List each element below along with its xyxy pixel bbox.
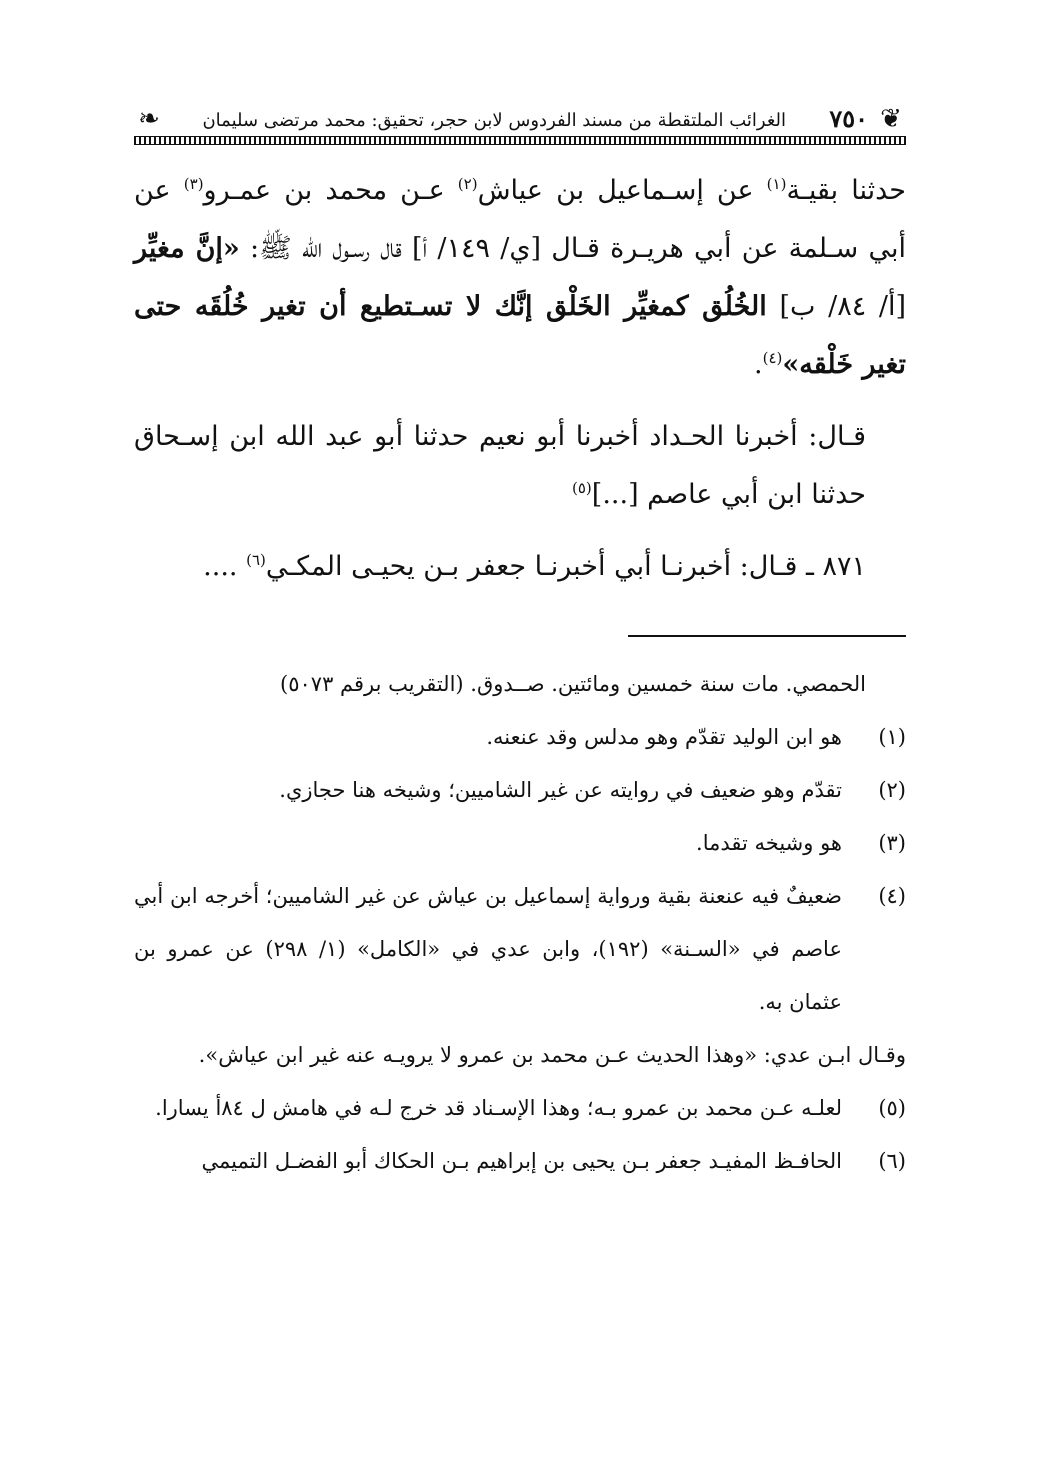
footnote-item [134, 711, 906, 764]
footnote-text: هو ابن الوليد تقدّم وهو مدلس وقد عنعنه. [486, 725, 842, 749]
isnad-text: عن أبي سـلمة عن أبي هريـرة قـال [ي/ ١٤٩/ أ] قال رسـول الله ﷺ: [134, 175, 906, 264]
footnote-ref: (٤) [762, 349, 783, 367]
hadith-871-text: ٨٧١ ـ قـال: أخبرنـا أبي أخبرنـا جعفر بـن يحيـى المكـي [265, 551, 866, 582]
footnote-item [134, 1135, 906, 1188]
floral-ornament-icon: ❦ [880, 104, 902, 134]
footnote-item [134, 764, 906, 817]
footnote-ref: (٢) [457, 175, 478, 193]
chain-paragraph [134, 408, 906, 524]
hadith-text: الخُلُق كمغيِّر الخَلْق إنَّك لا تسـتطيع أن تغير خُلُقَه حتى تغير خَلْقه» [134, 291, 906, 380]
footnote-item [134, 817, 906, 870]
end-punctuation: . [754, 349, 763, 380]
footnote-number: (٦) [878, 1149, 906, 1173]
page-number: ٧٥٠ [829, 104, 868, 133]
footnote-text: لعلـه عـن محمد بن عمرو بـه؛ وهذا الإسـناد قد خرج لـه في هامش ل ٨٤أ يسارا. [155, 1096, 842, 1120]
chain-text: قـال: أخبرنا الحـداد أخبرنا أبو نعيم حدثنا أبو عبد الله ابن إسـحاق حدثنا ابن أبي عاصم [...] [134, 421, 866, 510]
footnote-text: الحافـظ المفيـد جعفر بـن يحيى بن إبراهيم بـن الحكاك أبو الفضـل التميمي [201, 1149, 842, 1173]
footnote-text: ضعيفٌ فيه عنعنة بقية ورواية إسماعيل بن عياش عن غير الشاميين؛ أخرجه ابن أبي عاصم في «السـنة» (١٩٢)، وابن عدي في «الكامل» (١/ ٢٩٨) عن عمرو بن عثمان به. [134, 884, 842, 1014]
footnote-number: (١) [878, 725, 906, 749]
manuscript-marker: [أ/ ٨٤/ ب] [766, 291, 907, 322]
footnotes [134, 658, 906, 1188]
hadith-paragraph [134, 162, 906, 394]
floral-ornament-icon: ❧ [138, 104, 160, 134]
footnote-number: (٥) [878, 1096, 906, 1120]
hadith-text: «إنَّ مغيِّر [134, 233, 240, 264]
footnote-ref: (٣) [183, 175, 204, 193]
footnote-divider [628, 635, 906, 637]
running-title: الغرائب الملتقطة من مسند الفردوس لابن حجر، تحقيق: محمد مرتضى سليمان [202, 110, 786, 131]
footnote-text: تقدّم وهو ضعيف في روايته عن غير الشاميين؛ وشيخه هنا حجازي. [279, 778, 842, 802]
footnote-number: (٣) [878, 831, 906, 855]
isnad-text: عن إسـماعيل بن عياش [477, 175, 767, 206]
footnote-quote: وقـال ابـن عدي: «وهذا الحديث عـن محمد بن عمرو لا يرويـه عنه غير ابن عياش». [198, 1043, 906, 1067]
footnote-ref: (١) [766, 175, 787, 193]
footnote-text: هو وشيخه تقدما. [696, 831, 842, 855]
main-text [134, 162, 906, 596]
footnote-number: (٢) [878, 778, 906, 802]
ellipsis: .... [203, 551, 247, 582]
footnote-continuation: الحمصي. مات سنة خمسين ومائتين. صــدوق. (التقريب برقم ٥٠٧٣) [280, 672, 866, 696]
footnote-item [134, 870, 906, 1029]
page-header [134, 100, 906, 150]
footnote-ref: (٦) [246, 551, 266, 569]
isnad-text: عـن محمد بن عمـرو [203, 175, 458, 206]
footnote-item [134, 1082, 906, 1135]
hadith-871-paragraph [134, 538, 906, 596]
footnote-number: (٤) [878, 884, 906, 908]
isnad-text: حدثنا بقيـة [786, 175, 906, 206]
footnote-ref: (٥) [572, 479, 592, 497]
header-border [134, 136, 906, 145]
